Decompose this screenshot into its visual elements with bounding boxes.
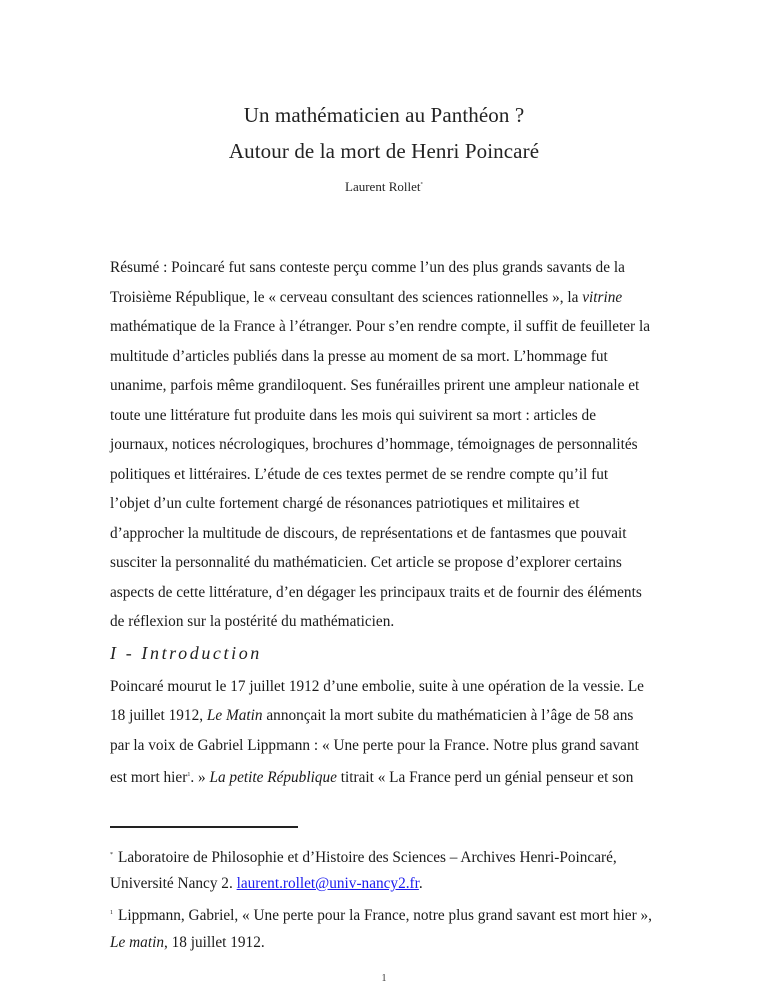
- intro-line: [110, 766, 633, 787]
- intro-text: titrait « La France perd un génial penseur et son: [336, 769, 634, 787]
- emphasis-le-matin: Le Matin: [206, 707, 263, 724]
- abstract-text: Troisième République, le « cerveau consultant des sciences rationnelles », la: [110, 289, 583, 306]
- footnote-text: Université Nancy 2.: [110, 875, 237, 892]
- section-heading: I - Introduction: [110, 643, 262, 663]
- footnote-text: , 18 juillet 1912.: [163, 934, 265, 951]
- intro-line: Poincaré mourut le 17 juillet 1912 d’une embolie, suite à une opération de la vessie. Le: [110, 678, 644, 695]
- email-link[interactable]: laurent.rollet@univ-nancy2.fr: [236, 875, 419, 892]
- author-name: Laurent Rollet: [345, 179, 421, 194]
- emphasis-la-petite-republique: La petite République: [209, 769, 337, 787]
- footnote-star-line-2: [110, 875, 423, 893]
- footnote-mark: *: [110, 852, 113, 858]
- abstract-line: susciter la personnalité du mathématicien. Cet article se propose d’explorer certains: [110, 554, 622, 571]
- intro-line: par la voix de Gabriel Lippmann : « Une perte pour la France. Notre plus grand savant: [110, 737, 639, 754]
- abstract-line: l’objet d’un culte fortement chargé de résonances patriotiques et militaires et: [110, 495, 580, 512]
- author-footnote-mark: *: [420, 182, 423, 188]
- footnote-mark: 1: [110, 910, 113, 916]
- title-line-2: Autour de la mort de Henri Poincaré: [228, 139, 540, 163]
- intro-text: 18 juillet 1912,: [110, 707, 207, 724]
- footnote-separator: [110, 826, 298, 828]
- emphasis-le-matin: Le matin: [110, 934, 164, 951]
- abstract-line: unanime, parfois même grandiloquent. Ses funérailles prirent une ampleur nationale et: [110, 377, 640, 394]
- intro-line: [110, 707, 633, 725]
- abstract-line: politiques et littéraires. L’étude de ces textes permet de se rendre compte qu’il fut: [110, 466, 609, 483]
- abstract-line: de réflexion sur la postérité du mathématicien.: [110, 613, 395, 630]
- intro-text: est mort hier: [110, 769, 188, 787]
- intro-text: . »: [190, 769, 210, 787]
- emphasis-vitrine: vitrine: [582, 289, 623, 306]
- abstract-line: mathématique de la France à l’étranger. Pour s’en rendre compte, il suffit de feuilleter la: [110, 318, 650, 335]
- footnote-reference-1[interactable]: 1: [187, 772, 191, 778]
- abstract-line: aspects de cette littérature, d’en dégager les principaux traits et de fournir des éléments: [110, 584, 642, 601]
- abstract-line: journaux, notices nécrologiques, brochures d’hommage, témoignages de personnalités: [110, 436, 638, 453]
- footnote-text: Lippmann, Gabriel, « Une perte pour la France, notre plus grand savant est mort hier »,: [118, 907, 652, 925]
- footnote-text: Laboratoire de Philosophie et d’Histoire des Sciences – Archives Henri-Poincaré,: [118, 849, 617, 867]
- abstract-line: toute une littérature fut produite dans les mois qui suivirent sa mort : articles de: [110, 407, 596, 424]
- footnote-star-line-1: [110, 846, 617, 867]
- abstract-line: d’approcher la multitude de discours, de représentations et de fantasmes que pouvait: [110, 525, 627, 542]
- abstract-line: multitude d’articles publiés dans la presse au moment de sa mort. L’hommage fut: [110, 348, 608, 365]
- page-number: 1: [381, 973, 387, 984]
- footnote-text: .: [418, 875, 423, 892]
- footnote-1-line-2: [110, 934, 265, 952]
- author: [0, 179, 768, 195]
- intro-text: annonçait la mort subite du mathématicien à l’âge de 58 ans: [262, 707, 634, 724]
- footnote-1-line-1: [110, 904, 652, 925]
- abstract-line: [110, 289, 622, 307]
- title-line-1: Un mathématicien au Panthéon ?: [243, 103, 525, 127]
- abstract-line: Résumé : Poincaré fut sans conteste perçu comme l’un des plus grands savants de la: [110, 259, 625, 276]
